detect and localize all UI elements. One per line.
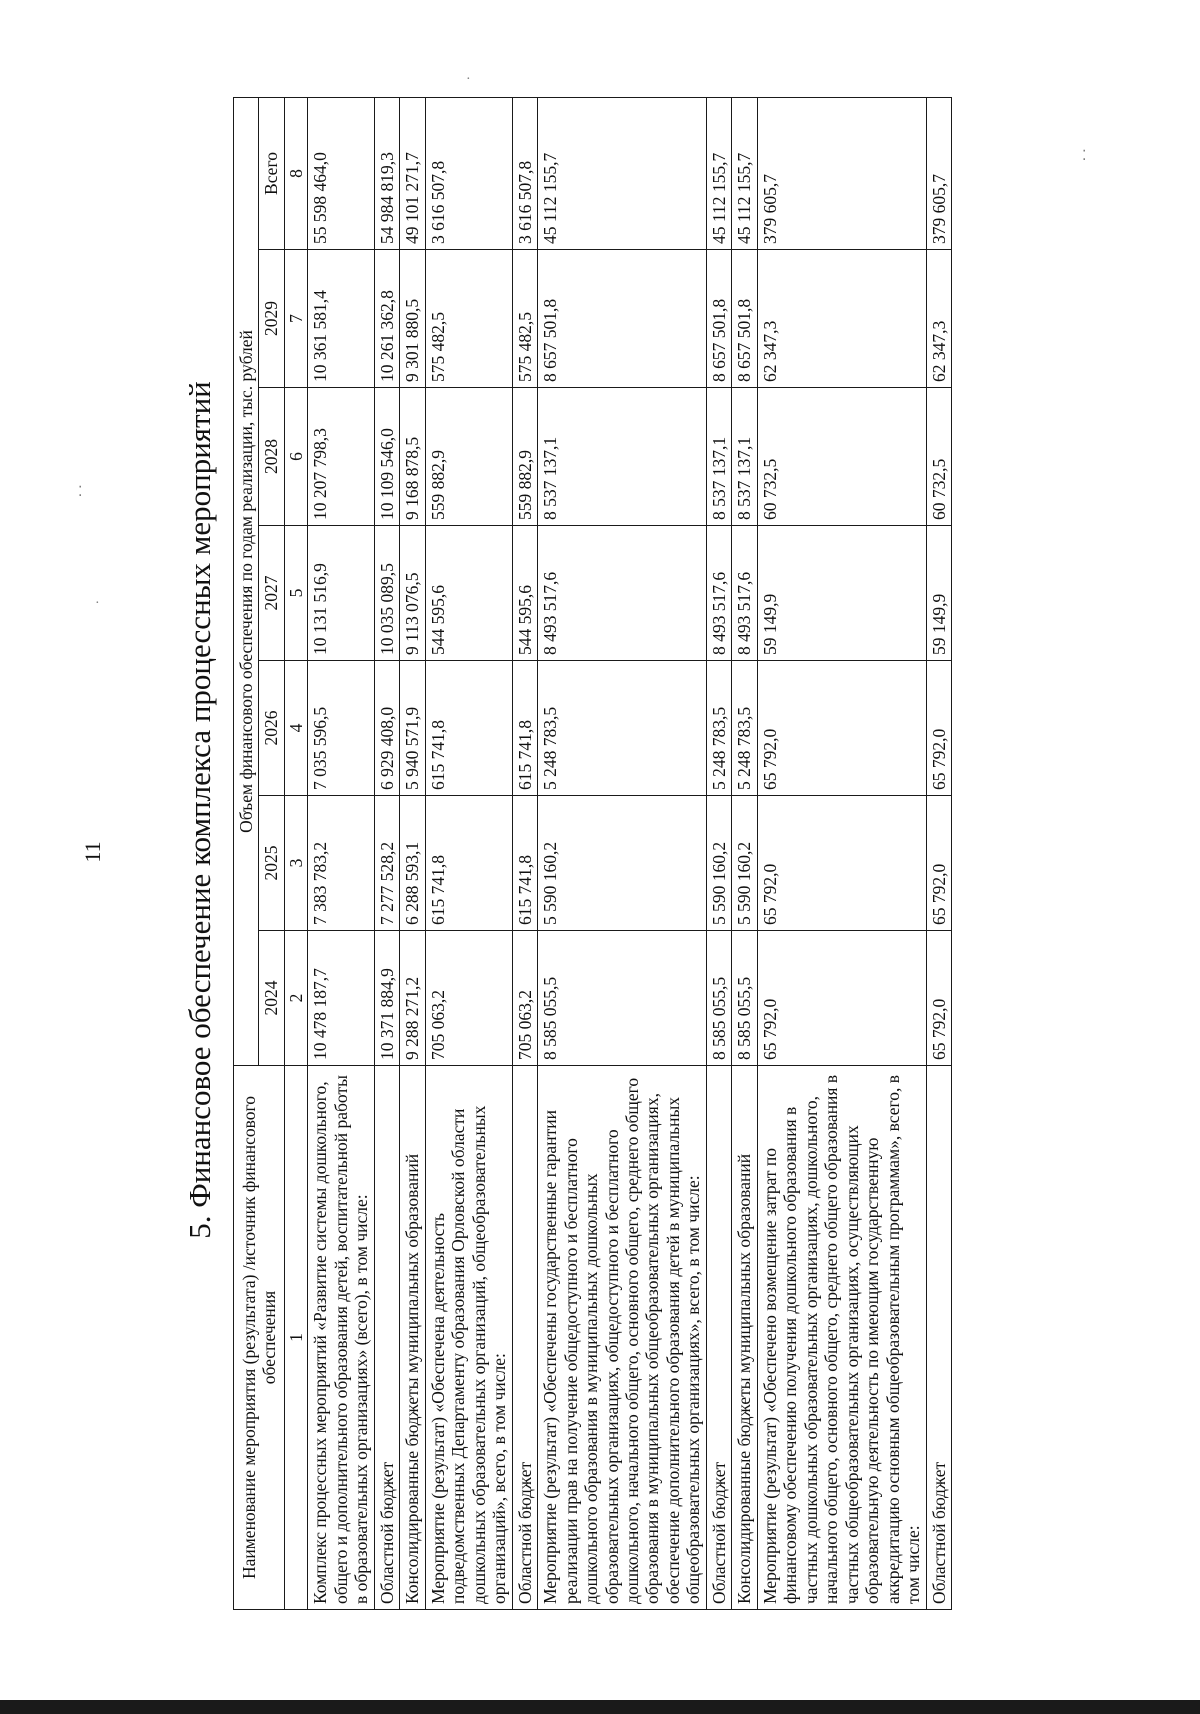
row-name-cell: Мероприятие (результат) «Обеспечено возмещение затрат по финансовому обеспечению получения дошкольного образования в частных дошкольных образовательных организациях, дошкольного, начального общего, основного общего, среднего общего образования в частных общеобразовательных организациях, осуществляющих образовательную деятельность по имеющим государственную аккредитацию основным общеобразовательным программам», всего, в том числе: <box>757 1066 926 1610</box>
header-name-column: Наименование мероприятия (результата) /источник финансового обеспечения <box>234 1066 285 1610</box>
scan-speck: ⁚ <box>78 485 83 500</box>
row-value-cell: 55 598 464,0 <box>308 98 374 250</box>
row-value-cell: 62 347,3 <box>757 250 926 388</box>
scan-speck: · <box>95 596 100 611</box>
row-value-cell: 59 149,9 <box>926 526 951 661</box>
row-value-cell: 65 792,0 <box>757 661 926 796</box>
row-value-cell: 615 741,8 <box>425 796 512 931</box>
row-name-cell: Областной бюджет <box>706 1066 731 1610</box>
table-row <box>425 98 512 1610</box>
column-index-cell: 8 <box>284 98 307 250</box>
row-value-cell: 10 035 089,5 <box>374 526 399 661</box>
scan-speck: ⁚ <box>1082 149 1087 164</box>
scan-speck: · <box>466 72 471 87</box>
row-value-cell: 9 113 076,5 <box>400 526 425 661</box>
section-heading: 5. Финансовое обеспечение комплекса процессных мероприятий <box>182 381 217 1239</box>
row-value-cell: 615 741,8 <box>512 796 537 931</box>
column-index-cell: 5 <box>284 526 307 661</box>
header-year-6: Всего <box>259 98 284 250</box>
row-name-cell: Мероприятие (результат) «Обеспечены государственные гарантии реализации прав на получение общедоступного и бесплатного дошкольного образования в муниципальных дошкольных образовательных организациях, общедоступного и бесплатного дошкольного, начального общего, основного общего, среднего общего образования в муниципальных общеобразовательных организациях, обеспечение дополнительного образования детей в муниципальных общеобразовательных организациях», всего, в том числе: <box>538 1066 707 1610</box>
row-value-cell: 10 361 581,4 <box>308 250 374 388</box>
row-value-cell: 6 929 408,0 <box>374 661 399 796</box>
row-value-cell: 49 101 271,7 <box>400 98 425 250</box>
row-value-cell: 8 657 501,8 <box>706 250 731 388</box>
table-row <box>400 98 425 1610</box>
row-name-cell: Областной бюджет <box>374 1066 399 1610</box>
row-value-cell: 575 482,5 <box>425 250 512 388</box>
row-value-cell: 5 248 783,5 <box>706 661 731 796</box>
row-value-cell: 705 063,2 <box>425 931 512 1066</box>
row-value-cell: 10 207 798,3 <box>308 388 374 526</box>
column-index-cell: 7 <box>284 250 307 388</box>
row-value-cell: 8 585 055,5 <box>732 931 757 1066</box>
row-value-cell: 10 131 516,9 <box>308 526 374 661</box>
row-value-cell: 8 493 517,6 <box>732 526 757 661</box>
row-value-cell: 8 493 517,6 <box>706 526 731 661</box>
row-value-cell: 10 109 546,0 <box>374 388 399 526</box>
row-value-cell: 9 288 271,2 <box>400 931 425 1066</box>
row-value-cell: 59 149,9 <box>757 526 926 661</box>
header-year-4: 2028 <box>259 388 284 526</box>
row-value-cell: 5 940 571,9 <box>400 661 425 796</box>
row-value-cell: 45 112 155,7 <box>706 98 731 250</box>
row-value-cell: 7 035 596,5 <box>308 661 374 796</box>
row-value-cell: 8 657 501,8 <box>732 250 757 388</box>
column-index-cell: 1 <box>284 1066 307 1610</box>
row-value-cell: 60 732,5 <box>757 388 926 526</box>
table-row <box>374 98 399 1610</box>
rotated-landscape-content <box>80 70 1160 1650</box>
row-value-cell: 575 482,5 <box>512 250 537 388</box>
row-value-cell: 379 605,7 <box>757 98 926 250</box>
financing-table <box>233 97 952 1610</box>
row-value-cell: 8 585 055,5 <box>706 931 731 1066</box>
row-value-cell: 10 371 884,9 <box>374 931 399 1066</box>
page-number: 11 <box>80 841 105 863</box>
header-year-5: 2029 <box>259 250 284 388</box>
row-value-cell: 379 605,7 <box>926 98 951 250</box>
row-value-cell: 10 478 187,7 <box>308 931 374 1066</box>
row-value-cell: 544 595,6 <box>512 526 537 661</box>
row-value-cell: 65 792,0 <box>926 796 951 931</box>
row-value-cell: 9 301 880,5 <box>400 250 425 388</box>
row-value-cell: 8 537 137,1 <box>538 388 707 526</box>
row-value-cell: 8 585 055,5 <box>538 931 707 1066</box>
row-value-cell: 65 792,0 <box>926 661 951 796</box>
header-funding-group: Объем финансового обеспечения по годам реализации, тыс. рублей <box>234 98 259 1066</box>
row-value-cell: 8 537 137,1 <box>706 388 731 526</box>
row-value-cell: 5 590 160,2 <box>706 796 731 931</box>
row-value-cell: 8 537 137,1 <box>732 388 757 526</box>
table-row <box>926 98 951 1610</box>
row-value-cell: 10 261 362,8 <box>374 250 399 388</box>
row-name-cell: Комплекс процессных мероприятий «Развитие системы дошкольного, общего и дополнительного образования детей, воспитательной работы в образовательных организациях» (всего), в том числе: <box>308 1066 374 1610</box>
table-row <box>732 98 757 1610</box>
row-name-cell: Консолидированные бюджеты муниципальных образований <box>732 1066 757 1610</box>
row-value-cell: 65 792,0 <box>926 931 951 1066</box>
row-name-cell: Областной бюджет <box>512 1066 537 1610</box>
row-value-cell: 559 882,9 <box>425 388 512 526</box>
column-index-cell: 3 <box>284 796 307 931</box>
table-row <box>538 98 707 1610</box>
row-value-cell: 6 288 593,1 <box>400 796 425 931</box>
column-index-cell: 6 <box>284 388 307 526</box>
table-row <box>308 98 374 1610</box>
header-year-2: 2026 <box>259 661 284 796</box>
row-value-cell: 60 732,5 <box>926 388 951 526</box>
column-index-row <box>284 98 307 1610</box>
table-row <box>757 98 926 1610</box>
row-name-cell: Областной бюджет <box>926 1066 951 1610</box>
row-name-cell: Мероприятие (результат) «Обеспечена деятельность подведомственных Департаменту образования Орловской области дошкольных образовательных организаций, общеобразовательных организаций», всего, в том числе: <box>425 1066 512 1610</box>
row-value-cell: 62 347,3 <box>926 250 951 388</box>
row-value-cell: 9 168 878,5 <box>400 388 425 526</box>
header-year-3: 2027 <box>259 526 284 661</box>
scan-edge-bar <box>0 1700 1200 1714</box>
row-value-cell: 45 112 155,7 <box>732 98 757 250</box>
row-value-cell: 5 590 160,2 <box>538 796 707 931</box>
column-index-cell: 2 <box>284 931 307 1066</box>
table-body <box>284 98 951 1610</box>
row-value-cell: 7 277 528,2 <box>374 796 399 931</box>
row-value-cell: 544 595,6 <box>425 526 512 661</box>
header-row-group <box>234 98 259 1610</box>
row-value-cell: 5 590 160,2 <box>732 796 757 931</box>
row-value-cell: 615 741,8 <box>425 661 512 796</box>
row-value-cell: 8 493 517,6 <box>538 526 707 661</box>
row-value-cell: 615 741,8 <box>512 661 537 796</box>
row-value-cell: 3 616 507,8 <box>425 98 512 250</box>
row-value-cell: 54 984 819,3 <box>374 98 399 250</box>
row-value-cell: 705 063,2 <box>512 931 537 1066</box>
row-value-cell: 8 657 501,8 <box>538 250 707 388</box>
row-value-cell: 5 248 783,5 <box>732 661 757 796</box>
table-row <box>512 98 537 1610</box>
row-value-cell: 3 616 507,8 <box>512 98 537 250</box>
row-value-cell: 5 248 783,5 <box>538 661 707 796</box>
column-index-cell: 4 <box>284 661 307 796</box>
row-value-cell: 45 112 155,7 <box>538 98 707 250</box>
row-name-cell: Консолидированные бюджеты муниципальных образований <box>400 1066 425 1610</box>
header-year-0: 2024 <box>259 931 284 1066</box>
row-value-cell: 65 792,0 <box>757 931 926 1066</box>
row-value-cell: 65 792,0 <box>757 796 926 931</box>
table-row <box>706 98 731 1610</box>
header-year-1: 2025 <box>259 796 284 931</box>
row-value-cell: 559 882,9 <box>512 388 537 526</box>
row-value-cell: 7 383 783,2 <box>308 796 374 931</box>
